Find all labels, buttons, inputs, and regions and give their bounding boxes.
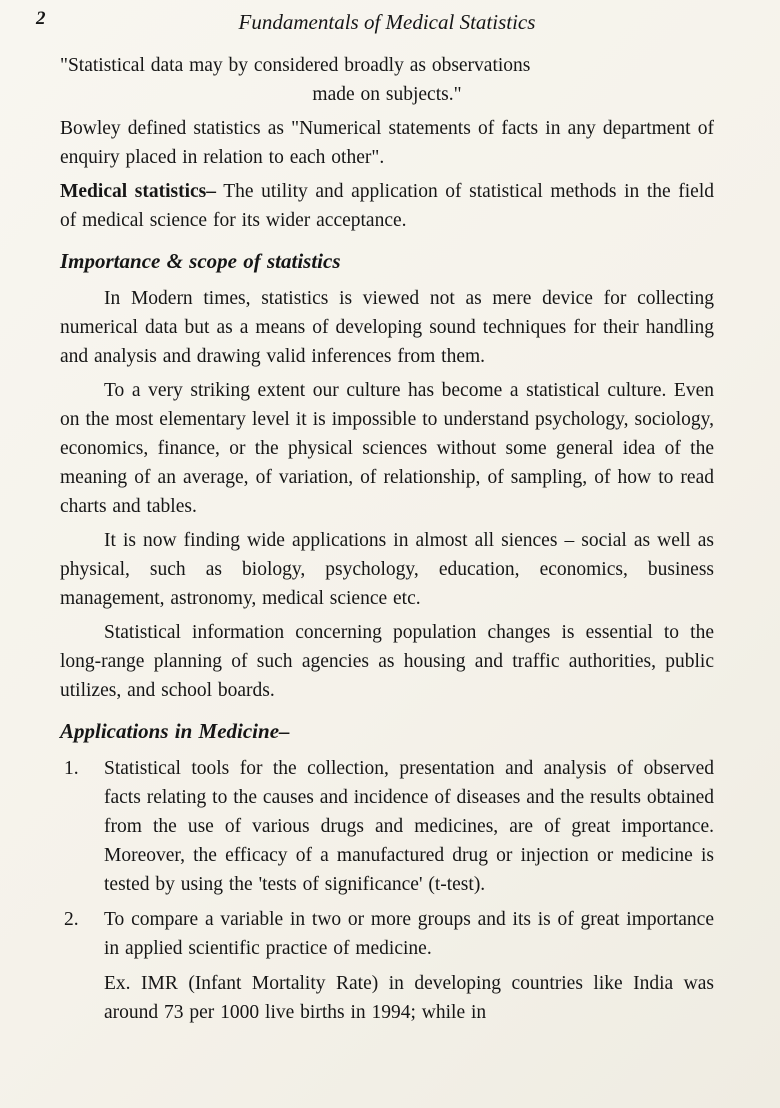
paragraph-medical-statistics: [60, 177, 714, 235]
list-item-2-text: To compare a variable in two or more groups and its is of great importance in applied scientific practice of medicine.: [104, 909, 714, 959]
paragraph-imr-example: Ex. IMR (Infant Mortality Rate) in developing countries like India was around 73 per 1000 live births in 1994; while in: [104, 973, 714, 1023]
page-number: 2: [36, 8, 46, 29]
heading-applications-medicine: Applications in Medicine–: [60, 719, 290, 743]
paragraph-bowley: Bowley defined statistics as "Numerical statements of facts in any department of enquiry placed in relation to each other".: [60, 118, 714, 168]
list-item-1-number: 1.: [64, 758, 79, 779]
list-item-1: [60, 754, 714, 899]
list-item-2-number: 2.: [64, 909, 79, 930]
paragraph-wide-applications: It is now finding wide applications in almost all siences – social as well as physical, such as biology, psychology, education, economics, business management, astronomy, medical science etc.: [60, 530, 714, 609]
paragraph-modern-times: In Modern times, statistics is viewed not as mere device for collecting numerical data but as a means of developing sound techniques for their handling and analysis and drawing valid inferences from them.: [60, 288, 714, 367]
medical-statistics-lead: Medical statistics–: [60, 181, 216, 202]
quote-line-2: made on subjects.": [312, 84, 462, 105]
heading-importance-scope: Importance & scope of statistics: [60, 249, 341, 273]
page-header: [36, 6, 714, 45]
list-item-1-text: Statistical tools for the collection, presentation and analysis of observed facts relating to the causes and incidence of diseases and the results obtained from the use of various drugs and medicines, are of great importance. Moreover, the efficacy of a manufactured drug or injection or medicine is tested by using the 'tests of significance' (t-test).: [104, 758, 714, 895]
paragraph-population-changes: Statistical information concerning population changes is essential to the long-range planning of such agencies as housing and traffic authorities, public utilizes, and school boards.: [60, 622, 714, 701]
list-item-2: [60, 905, 714, 963]
opening-quote: [60, 51, 714, 109]
paragraph-statistical-culture: To a very striking extent our culture has become a statistical culture. Even on the most elementary level it is impossible to understand psychology, sociology, economics, finance, or the physical sciences without some general idea of the meaning of an average, of variation, of relationship, of sampling, of how to read charts and tables.: [60, 380, 714, 517]
running-title: Fundamentals of Medical Statistics: [238, 10, 536, 34]
page-body: [60, 51, 714, 1027]
medical-statistics-rest: The utility and application of statistical methods in the field of medical science for its wider acceptance.: [60, 181, 714, 231]
quote-line-1: "Statistical data may by considered broadly as observations: [60, 55, 531, 76]
